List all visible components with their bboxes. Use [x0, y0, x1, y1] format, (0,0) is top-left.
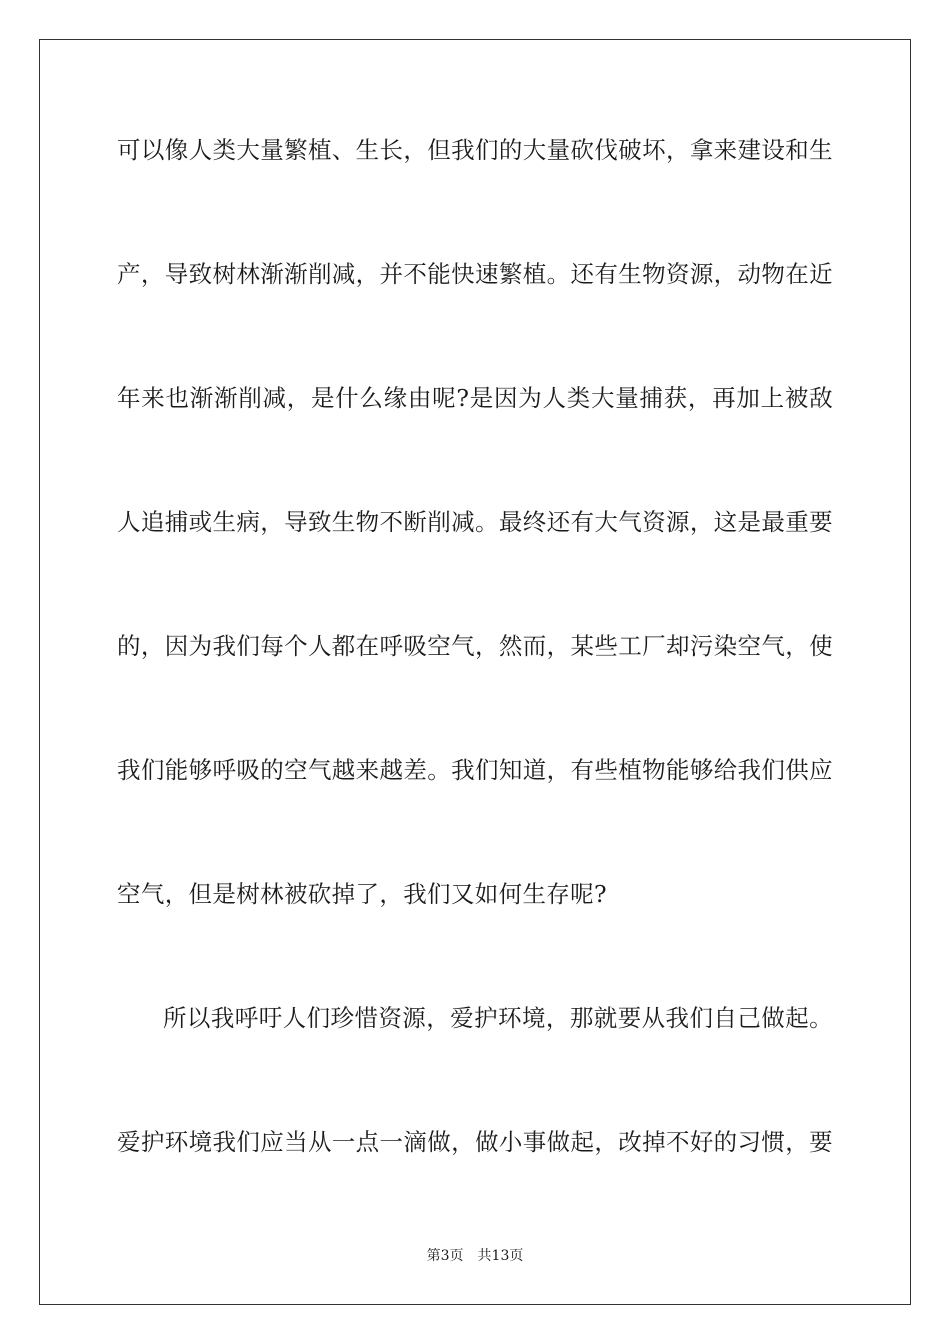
body-text-line-7: 空气，但是树林被砍掉了，我们又如何生存呢?: [117, 880, 607, 908]
page-total: 共13页: [477, 1248, 524, 1264]
body-text-line-2: 产，导致树林渐渐削减，并不能快速繁植。还有生物资源，动物在近: [117, 260, 833, 288]
page-border: [39, 39, 911, 1305]
body-text-line-4: 人追捕或生病，导致生物不断削减。最终还有大气资源，这是最重要: [117, 508, 833, 536]
body-text-line-9: 爱护环境我们应当从一点一滴做，做小事做起，改掉不好的习惯，要: [117, 1128, 833, 1156]
page-footer: [0, 1246, 950, 1266]
body-text-line-1: 可以像人类大量繁植、生长，但我们的大量砍伐破坏，拿来建设和生: [117, 136, 833, 164]
body-text-line-3: 年来也渐渐削减，是什么缘由呢?是因为人类大量捕获，再加上被敌: [117, 384, 833, 412]
page-number: 第3页: [426, 1248, 464, 1264]
body-text-line-5: 的，因为我们每个人都在呼吸空气，然而，某些工厂却污染空气，使: [117, 632, 833, 660]
body-text-line-8: 所以我呼吁人们珍惜资源，爱护环境，那就要从我们自己做起。: [163, 1004, 833, 1032]
body-text-line-6: 我们能够呼吸的空气越来越差。我们知道，有些植物能够给我们供应: [117, 756, 833, 784]
